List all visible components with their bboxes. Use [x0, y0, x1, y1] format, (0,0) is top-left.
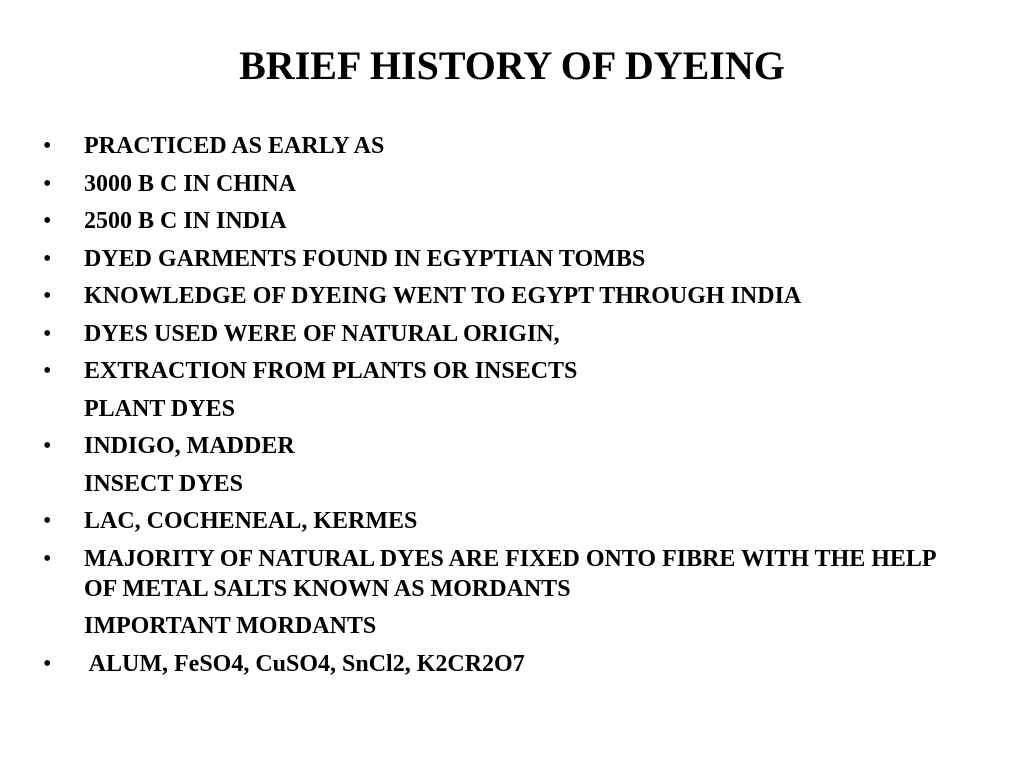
list-item-text: 2500 B C IN INDIA	[84, 208, 287, 234]
list-item-text: PRACTICED AS EARLY AS	[84, 133, 385, 159]
list-item-lac-cocheneal	[0, 506, 1024, 536]
list-subheading-insect-dyes	[0, 469, 1024, 499]
list-item-india	[0, 206, 1024, 236]
list-item-text: KNOWLEDGE OF DYEING WENT TO EGYPT THROUGH INDIA	[84, 283, 802, 309]
list-item-china	[0, 169, 1024, 199]
list-item-natural-origin	[0, 319, 1024, 349]
list-item-indigo-madder	[0, 431, 1024, 461]
bullet-icon: •	[43, 283, 52, 309]
bullet-icon: •	[43, 545, 52, 572]
bullet-icon: •	[43, 650, 52, 677]
list-item-text: MAJORITY OF NATURAL DYES ARE FIXED ONTO FIBRE WITH THE HELP OF METAL SALTS KNOWN AS MORDANTS	[84, 545, 936, 602]
slide-title: BRIEF HISTORY OF DYEING	[239, 43, 785, 88]
list-item-text: LAC, COCHENEAL, KERMES	[84, 508, 418, 534]
list-subheading-plant-dyes	[0, 394, 1024, 424]
list-item-text: DYED GARMENTS FOUND IN EGYPTIAN TOMBS	[84, 245, 646, 272]
bullet-icon: •	[43, 208, 52, 234]
list-item-text: ALUM, FeSO4, CuSO4, SnCl2, K2CR2O7	[84, 650, 525, 677]
list-item-text: 3000 B C IN CHINA	[84, 170, 297, 197]
list-item-extraction	[0, 356, 1024, 386]
bullet-icon: •	[43, 133, 52, 159]
bullet-list	[0, 131, 1024, 686]
bullet-icon: •	[43, 170, 52, 197]
list-subheading-important-mordants	[0, 611, 1024, 641]
bullet-icon: •	[43, 358, 52, 384]
bullet-icon: •	[43, 433, 52, 459]
list-subheading-text: PLANT DYES	[84, 395, 235, 422]
list-item-egyptian-tombs	[0, 244, 1024, 274]
list-item-practiced	[0, 131, 1024, 161]
list-item-knowledge-egypt	[0, 281, 1024, 311]
list-subheading-text: IMPORTANT MORDANTS	[84, 613, 377, 639]
list-item-text: INDIGO, MADDER	[84, 433, 295, 459]
list-item-text: DYES USED WERE OF NATURAL ORIGIN,	[84, 320, 560, 347]
bullet-icon: •	[43, 508, 52, 534]
list-item-majority-mordants	[0, 544, 1024, 604]
bullet-icon: •	[43, 320, 52, 347]
list-subheading-text: INSECT DYES	[84, 470, 243, 497]
list-item-mordant-salts	[0, 649, 1024, 679]
bullet-icon: •	[43, 245, 52, 272]
list-item-text: EXTRACTION FROM PLANTS OR INSECTS	[84, 358, 578, 384]
